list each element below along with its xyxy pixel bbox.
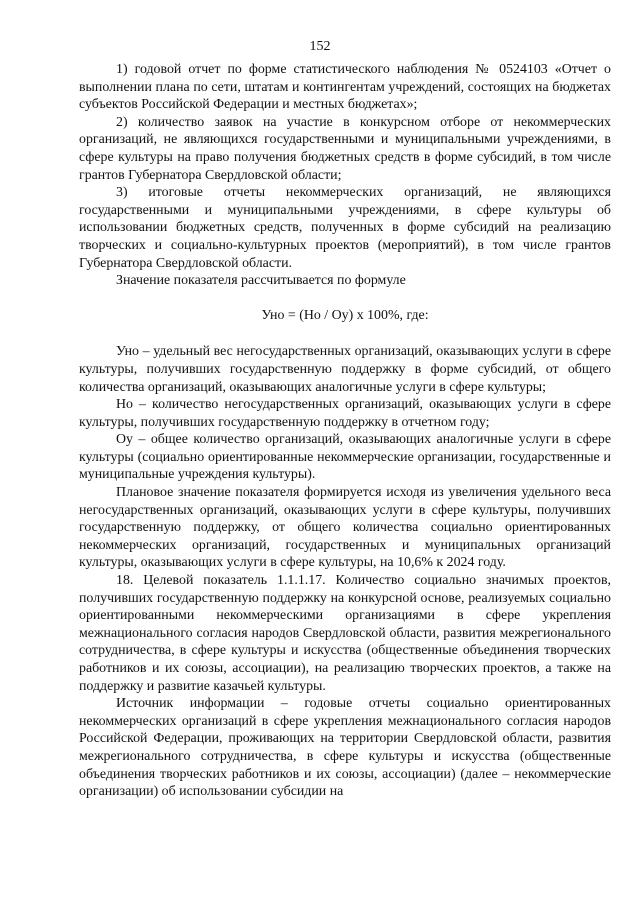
paragraph-planned-value: Плановое значение показателя формируется исходя из увеличения удельного веса негосударственных организаций, оказывающих услуги в сфере культуры, получивших государственную поддержку, от общего количества социально ориентированных некоммерческих организаций, государственных и муниципальных организаций культуры, оказывающих услуги в сфере культуры, на 10,6% к 2024 году. [79,485,611,571]
paragraph-source-1: 1) годовой отчет по форме статистического наблюдения № 0524103 «Отчет о выполнении плана по сети, штатам и контингентам учреждений, состоящих на бюджетах субъектов Российской Федерации и местных бюджетах»; [79,62,611,113]
document-body [79,61,611,801]
paragraph-definition-oy: Оу – общее количество организаций, оказывающих аналогичные услуги в сфере культуры (социально ориентированные некоммерческие организации, государственные и муниципальные учреждения культуры). [79,432,611,483]
paragraph-definition-uno: Уно – удельный вес негосударственных организаций, оказывающих услуги в сфере культуры, получивших государственную поддержку в форме субсидий, от общего количества организаций, оказывающих аналогичные услуги в сфере культуры; [79,344,611,395]
paragraph-source-3: 3) итоговые отчеты некоммерческих организаций, не являющихся государственными и муниципальными учреждениями, в сфере культуры об использовании бюджетных средств, полученных в форме субсидий на реализацию творческих и социально-культурных проектов (мероприятий), в том числе грантов Губернатора Свердловской области. [79,185,611,271]
paragraph-target-indicator-18: 18. Целевой показатель 1.1.1.17. Количество социально значимых проектов, получивших государственную поддержку на конкурсной основе, реализуемых социально ориентированными некоммерческими организациями в сфере укрепления межнационального согласия народов Свердловской области, развития межрегионального сотрудничества, в сфере культуры и искусства (общественные объединения творческих работников и их союзы, ассоциации), на реализацию творческих проектов, а также на поддержку и развитие казачьей культуры. [79,573,611,694]
paragraph-formula-intro: Значение показателя рассчитывается по формуле [116,273,406,289]
paragraph-information-source: Источник информации – годовые отчеты социально ориентированных некоммерческих организаций в сфере укрепления межнационального согласия народов Российской Федерации, проживающих на территории Свердловской области, развития межрегионального сотрудничества, в сфере культуры и искусства (общественные объединения творческих работников и их союзы, ассоциации) (далее – некоммерческие организации) об использовании субсидии на [79,696,611,800]
paragraph-definition-no: Но – количество негосударственных организаций, оказывающих услуги в сфере культуры, получивших государственную поддержку в отчетном году; [79,397,611,430]
paragraph-source-2: 2) количество заявок на участие в конкурсном отборе от некоммерческих организаций, не являющихся государственными и муниципальными учреждениями, в сфере культуры на право получения бюджетных средств в форме субсидий, в том числе грантов Губернатора Свердловской области; [79,114,611,183]
formula: Уно = (Но / Оу) x 100%, где: [261,307,429,323]
page-number: 152 [309,39,331,54]
